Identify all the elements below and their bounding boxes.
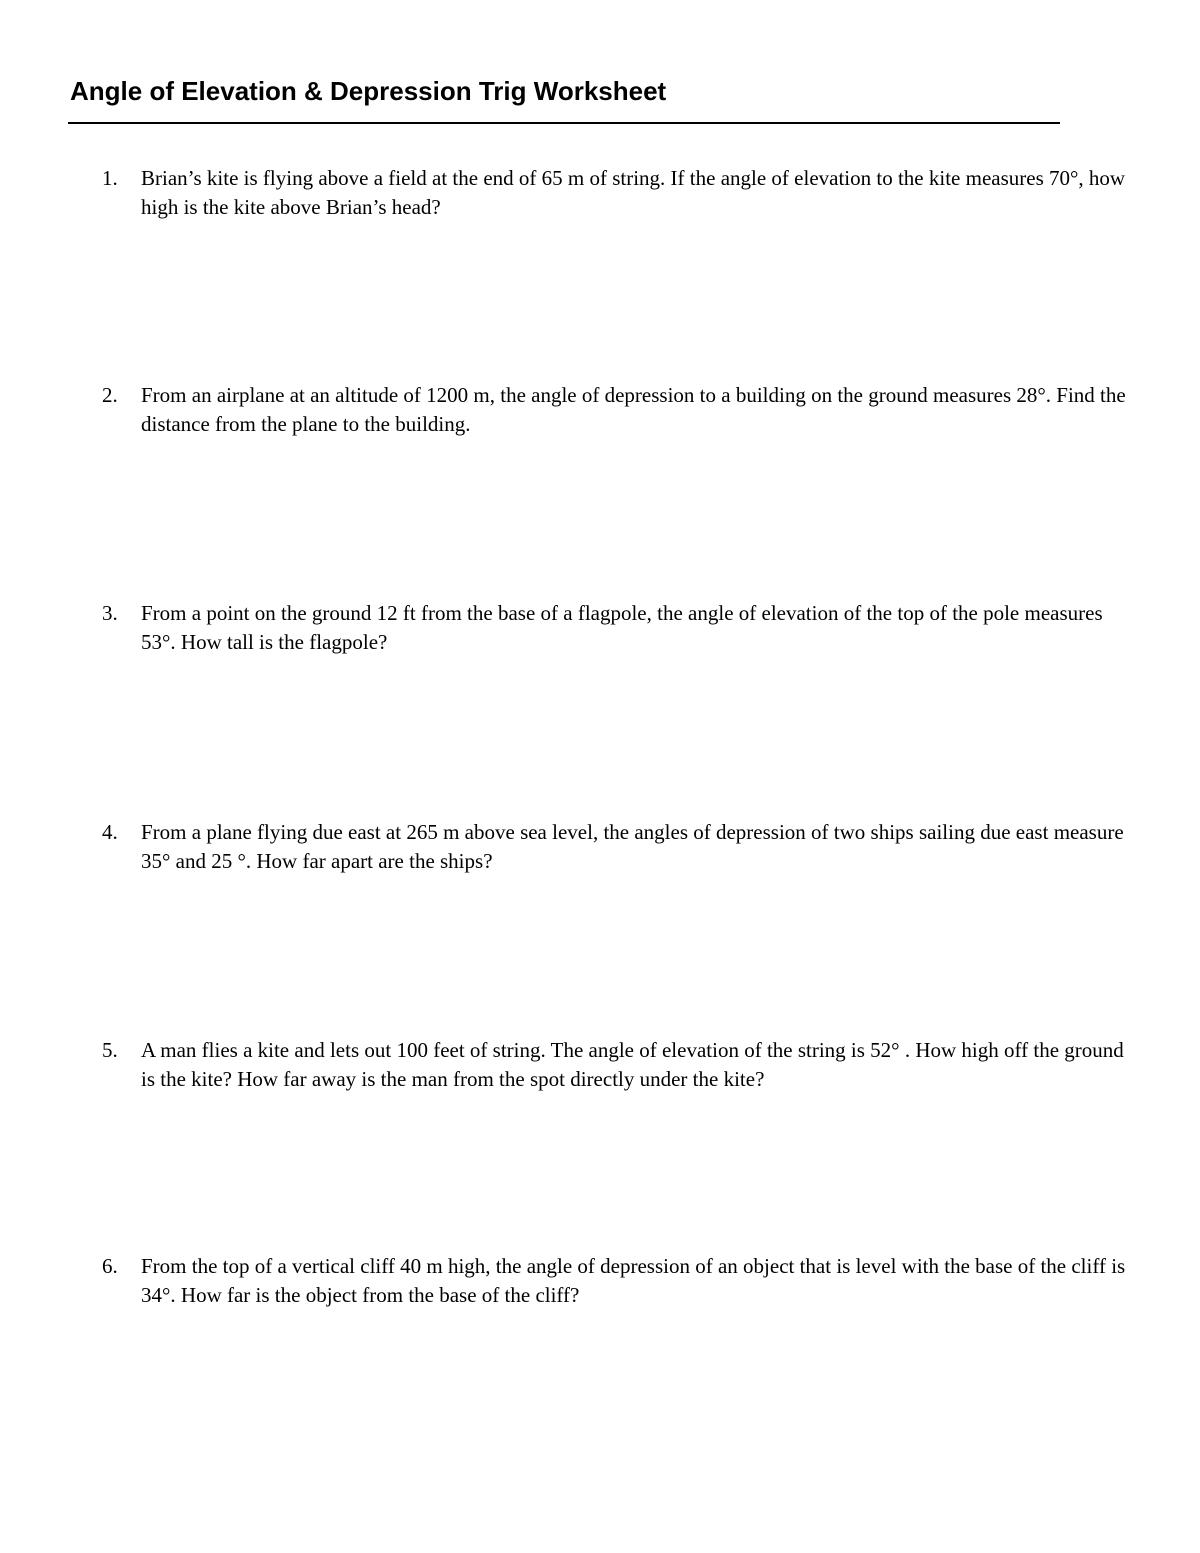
problem-number: 6.	[102, 1254, 118, 1278]
problem-number: 2.	[102, 383, 118, 407]
problem-text: From an airplane at an altitude of 1200 m, the angle of depression to a building on the ground measures 28°. Find the distance from the plane to the building.	[141, 383, 1126, 436]
problem-2	[102, 381, 1132, 439]
title-underline	[68, 122, 1060, 124]
problem-5	[102, 1036, 1132, 1094]
problem-text: From the top of a vertical cliff 40 m high, the angle of depression of an object that is level with the base of the cliff is 34°. How far is the object from the base of the cliff?	[141, 1254, 1126, 1307]
problem-number: 5.	[102, 1038, 118, 1062]
problem-3	[102, 599, 1132, 657]
problem-text: From a plane flying due east at 265 m above sea level, the angles of depression of two ships sailing due east measure 35° and 25 °. How far apart are the ships?	[141, 820, 1124, 873]
problem-text: A man flies a kite and lets out 100 feet of string. The angle of elevation of the string is 52° . How high off the ground is the kite? How far away is the man from the spot directly under the kite?	[141, 1038, 1124, 1091]
problem-number: 4.	[102, 820, 118, 844]
problem-text: Brian’s kite is flying above a field at the end of 65 m of string. If the angle of elevation to the kite measures 70°, how high is the kite above Brian’s head?	[141, 166, 1126, 219]
worksheet-title: Angle of Elevation & Depression Trig Worksheet	[70, 76, 667, 106]
problem-6	[102, 1252, 1132, 1310]
problem-4	[102, 818, 1132, 876]
problem-1	[102, 164, 1132, 222]
problem-text: From a point on the ground 12 ft from the base of a flagpole, the angle of elevation of the top of the pole measures 53°. How tall is the flagpole?	[141, 601, 1103, 654]
problem-number: 3.	[102, 601, 118, 625]
problem-number: 1.	[102, 166, 118, 190]
